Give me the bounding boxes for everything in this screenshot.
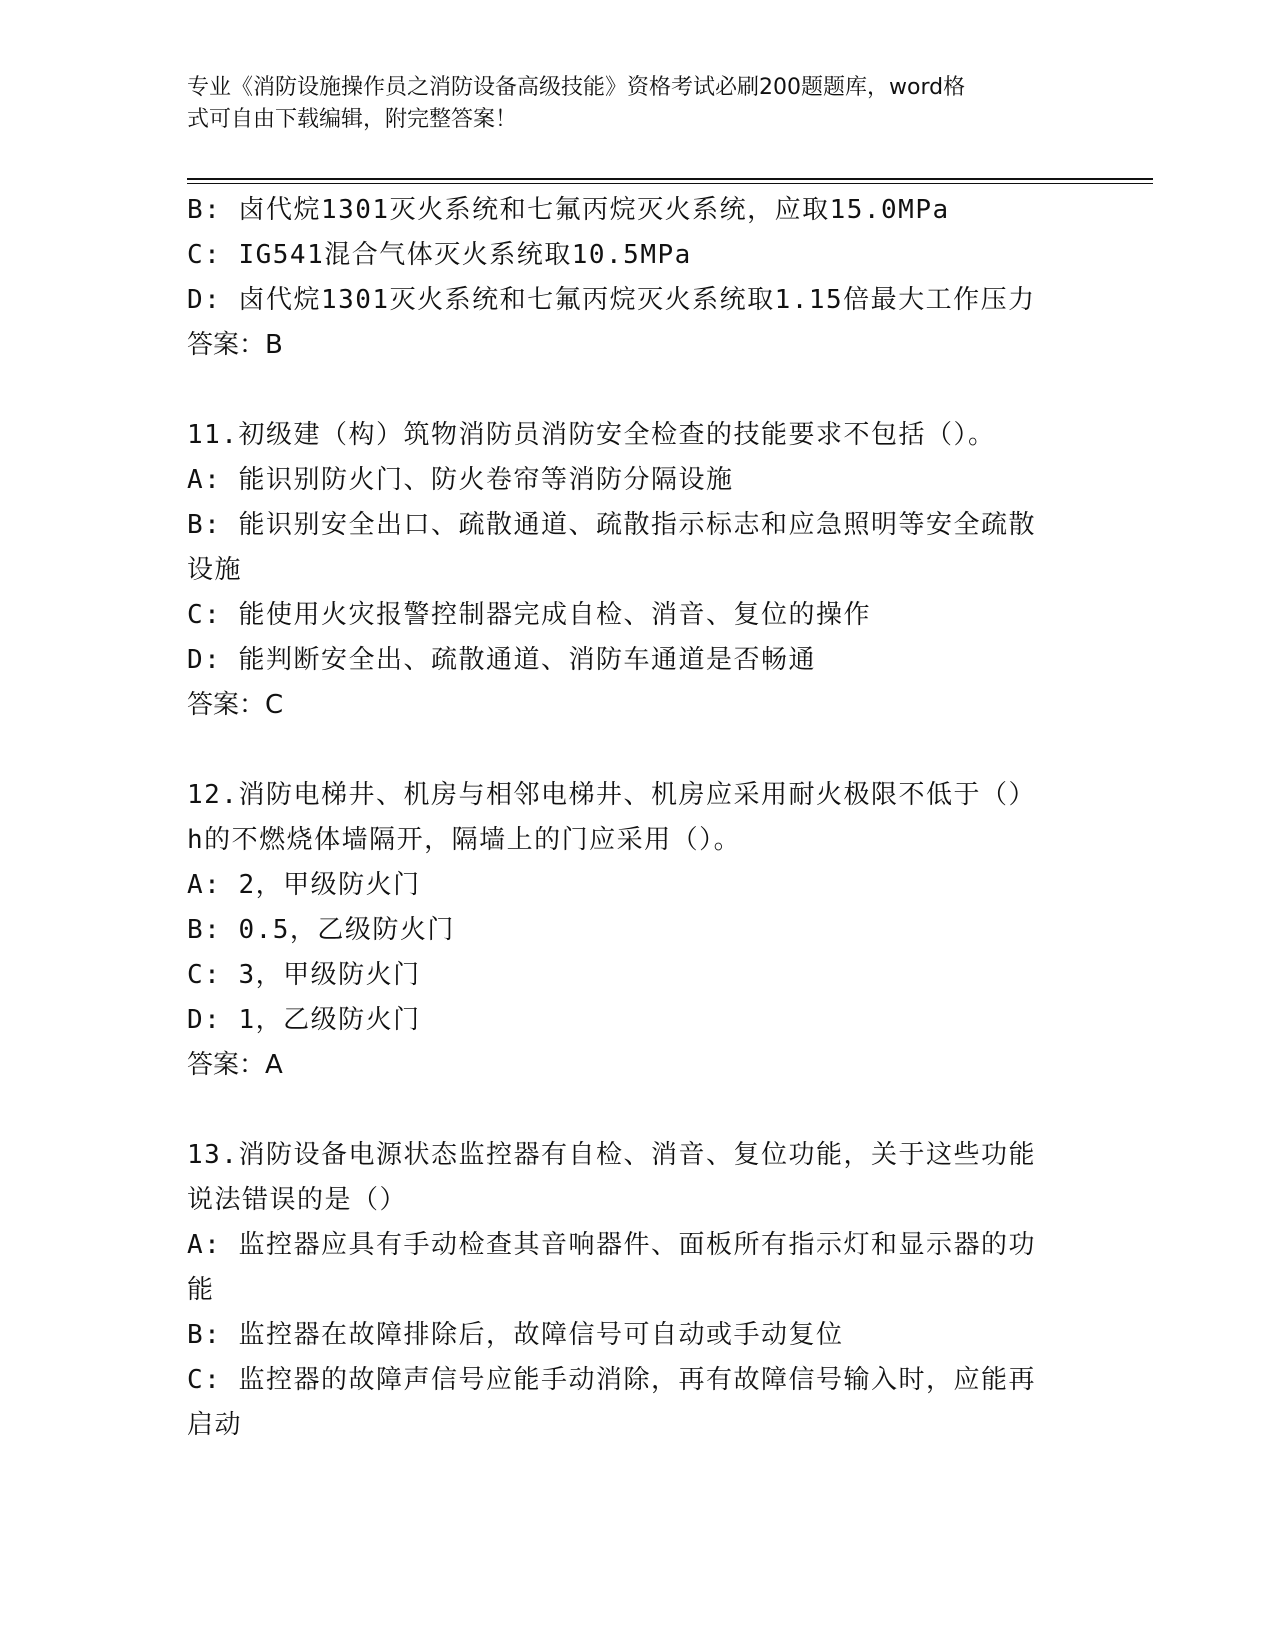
option-c: C: IG541混合气体灭火系统取10.5MPa [187, 240, 692, 270]
option-b: B: 卤代烷1301灭火系统和七氟丙烷灭火系统，应取15.0MPa [187, 195, 950, 225]
option-b-continued: 设施 [187, 555, 243, 585]
answer-line: 答案：C [187, 690, 284, 720]
option-a: A: 监控器应具有手动检查其音响器件、面板所有指示灯和显示器的功 [187, 1230, 1036, 1260]
header-divider-thin [187, 183, 1153, 184]
option-c: C: 3，甲级防火门 [187, 960, 421, 990]
question-stem: 13.消防设备电源状态监控器有自检、消音、复位功能，关于这些功能 [187, 1140, 1036, 1170]
question-10 [187, 188, 1067, 368]
option-a-continued: 能 [187, 1275, 215, 1305]
spacer [187, 1088, 1067, 1133]
question-stem-continued: h的不燃烧体墙隔开，隔墙上的门应采用（）。 [187, 825, 742, 855]
question-11 [187, 413, 1067, 728]
option-c: C: 能使用火灾报警控制器完成自检、消音、复位的操作 [187, 600, 871, 630]
option-b: B: 能识别安全出口、疏散通道、疏散指示标志和应急照明等安全疏散 [187, 510, 1036, 540]
question-content [187, 188, 1067, 1448]
option-a: A: 2，甲级防火门 [187, 870, 421, 900]
answer-line: 答案：B [187, 330, 283, 360]
option-a: A: 能识别防火门、防火卷帘等消防分隔设施 [187, 465, 734, 495]
option-b: B: 0.5，乙级防火门 [187, 915, 455, 945]
header-line-1: 专业《消防设施操作员之消防设备高级技能》资格考试必刷200题题库，word格 [187, 75, 966, 100]
question-stem-continued: 说法错误的是（） [187, 1185, 408, 1215]
question-13 [187, 1133, 1067, 1448]
spacer [187, 368, 1067, 413]
question-12 [187, 773, 1067, 1088]
option-d: D: 能判断安全出、疏散通道、消防车通道是否畅通 [187, 645, 816, 675]
option-d: D: 卤代烷1301灭火系统和七氟丙烷灭火系统取1.15倍最大工作压力 [187, 285, 1036, 315]
question-stem: 11.初级建（构）筑物消防员消防安全检查的技能要求不包括（）。 [187, 420, 996, 450]
option-d: D: 1，乙级防火门 [187, 1005, 421, 1035]
header-divider-thick [187, 178, 1153, 180]
option-c: C: 监控器的故障声信号应能手动消除，再有故障信号输入时，应能再 [187, 1365, 1036, 1395]
header-line-2: 式可自由下载编辑，附完整答案！ [187, 107, 518, 132]
document-header [187, 72, 1067, 136]
answer-line: 答案：A [187, 1050, 283, 1080]
option-c-continued: 启动 [187, 1410, 243, 1440]
option-b: B: 监控器在故障排除后，故障信号可自动或手动复位 [187, 1320, 844, 1350]
question-stem: 12.消防电梯井、机房与相邻电梯井、机房应采用耐火极限不低于（） [187, 780, 1036, 810]
spacer [187, 728, 1067, 773]
